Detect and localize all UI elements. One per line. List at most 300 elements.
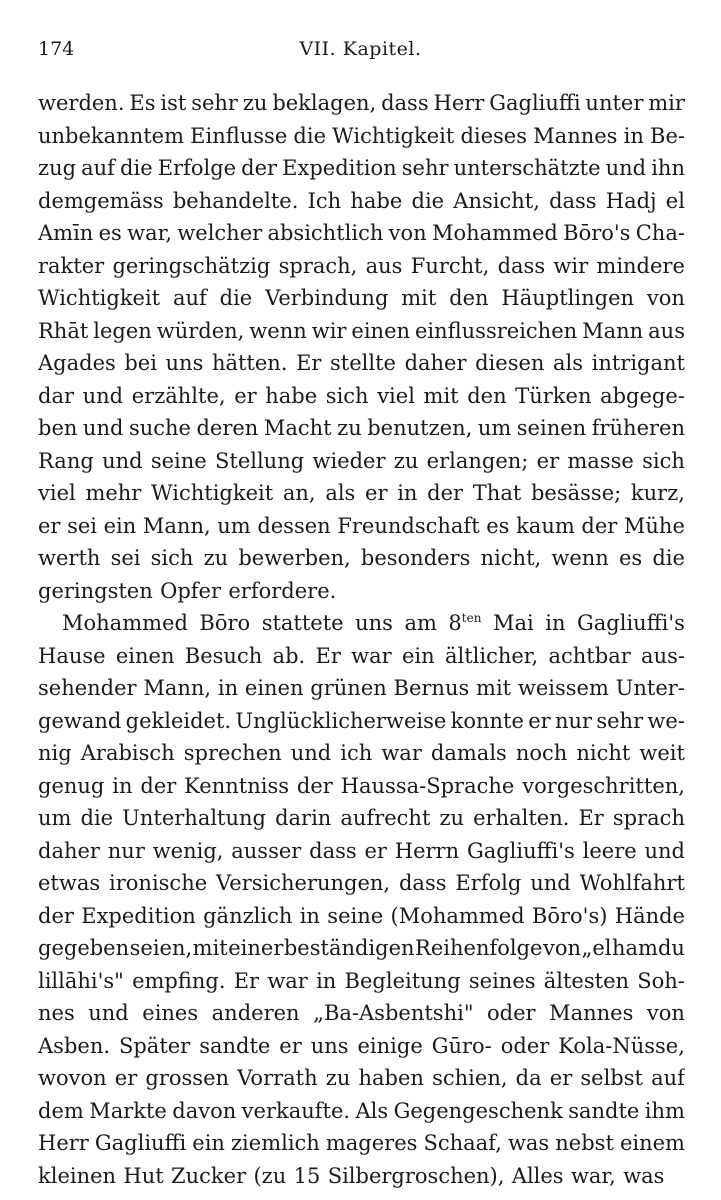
- word: dass: [309, 838, 357, 863]
- word: wir: [311, 318, 347, 343]
- word: einen: [115, 643, 175, 668]
- word: die: [80, 806, 114, 830]
- word: war: [381, 741, 422, 765]
- word: Wichtigkeit: [151, 481, 274, 505]
- word: Kola-Nüsse,: [558, 1033, 685, 1058]
- word: habe: [265, 383, 318, 408]
- word: ältesten: [543, 968, 630, 993]
- word: Expedition: [81, 903, 196, 928]
- word: dem: [38, 1098, 84, 1123]
- word: wenn: [551, 546, 609, 570]
- word: Furcht,: [410, 253, 490, 278]
- word: weissem: [517, 676, 609, 700]
- word: war: [267, 968, 308, 993]
- word: in: [217, 676, 239, 700]
- word: sei: [110, 546, 141, 570]
- word: masse: [567, 448, 634, 473]
- word: was: [623, 1163, 665, 1188]
- word: und: [644, 838, 685, 863]
- text-line: [38, 640, 685, 673]
- word: erfordere.: [228, 578, 337, 603]
- word: es: [486, 513, 510, 538]
- word: er: [365, 481, 388, 505]
- word: seien,: [129, 936, 193, 960]
- text-line: [38, 965, 685, 998]
- word: darin: [275, 806, 332, 830]
- word: uns: [355, 611, 393, 635]
- word: seine: [150, 448, 207, 473]
- text-line: [38, 1127, 685, 1160]
- word: sei: [67, 513, 97, 538]
- text-line: [38, 737, 685, 770]
- word: an,: [282, 481, 316, 505]
- word: Verbindung: [265, 286, 389, 310]
- word: unterschätzte: [453, 156, 601, 180]
- word: That: [472, 481, 522, 505]
- word: kleinen: [38, 1163, 117, 1188]
- word: Er: [296, 351, 322, 375]
- word: Herr: [433, 91, 485, 115]
- body-text: [38, 87, 685, 1192]
- text-line: [38, 607, 685, 640]
- word: auf: [651, 1066, 685, 1090]
- word: Begleitung: [344, 968, 461, 993]
- word: rakter: [38, 253, 105, 278]
- word: nes: [38, 1001, 75, 1025]
- word: hamdu: [612, 936, 685, 960]
- word: weit: [639, 741, 685, 765]
- word: legen: [93, 318, 152, 343]
- word: ironische: [109, 871, 208, 895]
- word: von: [542, 936, 581, 960]
- word: war: [351, 643, 392, 668]
- word: vorgeschritten,: [522, 773, 685, 798]
- word: auf: [172, 286, 207, 310]
- word: Bōro's: [563, 221, 631, 245]
- word: absichtlich: [267, 221, 384, 245]
- word: sich: [150, 546, 194, 570]
- word: kurz,: [630, 481, 685, 505]
- word: er: [114, 1066, 138, 1090]
- word: von: [646, 286, 685, 310]
- word: Mai: [492, 611, 534, 635]
- word: Hut: [123, 1163, 164, 1188]
- word: zu: [393, 448, 419, 473]
- word: zu: [242, 91, 268, 115]
- word: einen: [244, 676, 304, 700]
- word: Unterhaltung: [122, 806, 266, 830]
- word: um: [217, 513, 251, 538]
- text-line: [38, 1095, 685, 1128]
- word: würden,: [156, 318, 245, 343]
- word: behandelte.: [172, 188, 299, 213]
- word: seines: [468, 968, 536, 993]
- word: als: [553, 351, 584, 375]
- word: Häuptlingen: [501, 286, 635, 310]
- text-line: [38, 835, 685, 868]
- word: um: [477, 416, 512, 440]
- word: der: [427, 481, 464, 505]
- word: und: [102, 448, 143, 473]
- word: Besuch: [184, 643, 263, 668]
- word: schien,: [432, 1066, 508, 1090]
- word: geringschätzig: [112, 253, 271, 278]
- word: er: [234, 383, 257, 408]
- word: aufrecht: [340, 806, 431, 830]
- word: empfing.: [132, 968, 226, 993]
- word: grossen: [145, 1066, 230, 1090]
- word: $8^{ten}$: [448, 611, 482, 635]
- word: Expedition: [282, 156, 397, 180]
- word: und: [88, 1001, 129, 1025]
- word: zug: [38, 156, 77, 180]
- word: lillāhi's": [38, 968, 124, 993]
- word: wenn: [249, 318, 307, 343]
- word: in: [299, 903, 320, 928]
- word: Alles: [511, 1163, 564, 1188]
- word: beklagen,: [272, 91, 377, 115]
- word: sehr: [596, 708, 644, 733]
- word: zu: [203, 546, 229, 570]
- word: ist: [160, 91, 187, 115]
- word: Erfolg: [455, 871, 522, 895]
- word: selbst: [580, 1066, 643, 1090]
- word: davon: [172, 1098, 237, 1123]
- word: Gagliuffi: [94, 1131, 187, 1155]
- word: Bōro: [199, 611, 251, 635]
- word: zu: [439, 806, 465, 830]
- word: haben: [358, 1066, 424, 1090]
- word: mit: [401, 286, 437, 310]
- word: sprechen: [183, 741, 282, 765]
- word: Mannes: [549, 1001, 634, 1025]
- word: gänzlich: [203, 903, 293, 928]
- word: mir: [648, 91, 685, 115]
- text-line: [38, 575, 685, 608]
- word: Silbergroschen),: [327, 1163, 505, 1188]
- text-line: [38, 250, 685, 283]
- text-line: [38, 315, 685, 348]
- word: nig: [38, 741, 72, 765]
- word: Gagliuffi's: [466, 838, 575, 863]
- word: einem: [619, 1131, 685, 1155]
- word: Später: [118, 1033, 191, 1058]
- text-line: [38, 477, 685, 510]
- word: es: [618, 546, 643, 570]
- word: nicht,: [480, 546, 542, 570]
- word: und: [530, 871, 571, 895]
- word: Ansicht,: [453, 188, 540, 213]
- text-line: [38, 510, 685, 543]
- word: in: [316, 968, 337, 993]
- word: Cha-: [635, 221, 685, 245]
- word: benutzen,: [367, 416, 473, 440]
- word: stattete: [261, 611, 344, 635]
- word: mindere: [596, 253, 685, 278]
- word: viel: [377, 383, 415, 408]
- text-line: [38, 900, 685, 933]
- word: erhalten.: [473, 806, 570, 830]
- word: in: [397, 481, 418, 505]
- word: einflussreichen: [414, 318, 578, 343]
- word: werth: [38, 546, 101, 570]
- text-line: [38, 380, 685, 413]
- word: es: [98, 221, 122, 245]
- word: mageres: [325, 1131, 418, 1155]
- word: einige: [357, 1033, 423, 1058]
- word: (zu: [253, 1163, 287, 1188]
- text-line: [38, 412, 685, 445]
- word: anderen: [211, 1001, 300, 1025]
- word: daher: [404, 351, 467, 375]
- word: früheren: [591, 416, 685, 440]
- word: was: [507, 1131, 550, 1155]
- word: er: [38, 513, 61, 538]
- word: dessen: [257, 513, 331, 538]
- word: diesen: [475, 351, 545, 375]
- word: achtbar: [548, 643, 631, 668]
- word: mehr: [85, 481, 142, 505]
- word: Er: [315, 643, 341, 668]
- word: dass: [549, 188, 597, 213]
- word: bewerben,: [238, 546, 351, 570]
- word: dass: [497, 253, 546, 278]
- word: dass: [381, 91, 429, 115]
- word: Es: [129, 91, 156, 115]
- word: wieder: [312, 448, 386, 473]
- word: Er: [233, 968, 260, 993]
- word: daher: [38, 838, 100, 863]
- text-line: [38, 867, 685, 900]
- word: den: [467, 383, 507, 408]
- word: und: [82, 416, 124, 440]
- word: die: [652, 546, 685, 570]
- word: Ich: [307, 188, 342, 213]
- word: Gegengeschenk: [393, 1098, 563, 1123]
- text-line: [38, 120, 685, 153]
- word: um: [38, 806, 72, 830]
- word: sich: [642, 448, 685, 473]
- word: etwas: [38, 871, 101, 895]
- word: Versicherungen,: [216, 871, 391, 895]
- word: der: [581, 513, 618, 538]
- word: nur: [107, 838, 145, 863]
- word: die: [219, 286, 253, 310]
- word: erzählte,: [131, 383, 226, 408]
- text-line: [38, 282, 685, 315]
- word: aus: [648, 318, 685, 343]
- word: Mannes: [533, 123, 618, 148]
- word: gekleidet.: [125, 708, 232, 733]
- word: ein: [103, 513, 137, 538]
- word: „Ba-Asbentshi": [313, 1001, 474, 1025]
- word: Erfolge: [157, 156, 237, 180]
- word: die: [293, 123, 326, 148]
- word: ihn: [651, 156, 685, 180]
- word: oder: [500, 1033, 550, 1058]
- word: am: [404, 611, 437, 635]
- word: unter: [585, 91, 644, 115]
- word: sandte: [568, 1098, 640, 1123]
- text-line: [38, 152, 685, 185]
- word: Kenntniss: [184, 773, 290, 798]
- word: Er: [578, 806, 604, 830]
- word: Herrn: [394, 838, 460, 863]
- word: abgege-: [600, 383, 685, 408]
- word: Hause: [38, 643, 106, 668]
- word: Bōro's): [531, 903, 608, 928]
- word: suche: [128, 416, 191, 440]
- word: uns: [310, 1033, 349, 1058]
- word: von: [388, 221, 427, 245]
- word: Hände: [614, 903, 685, 928]
- text-line: [38, 1062, 685, 1095]
- word: verkaufte.: [241, 1098, 351, 1123]
- text-line: [38, 705, 685, 738]
- word: sich: [325, 383, 369, 408]
- word: Gagliuffi's: [577, 611, 685, 635]
- word: Mann,: [143, 676, 212, 700]
- word: Gagliuffi: [489, 91, 581, 115]
- word: Arabisch: [80, 741, 175, 765]
- word: Als: [355, 1098, 389, 1123]
- word: „el: [581, 936, 612, 960]
- page-header: [38, 38, 683, 68]
- word: zu: [337, 416, 362, 440]
- word: uns: [165, 351, 204, 375]
- word: Amīn: [38, 221, 94, 245]
- word: Haussa-Sprache: [340, 773, 515, 798]
- word: ziemlich: [230, 1131, 320, 1155]
- text-line: [38, 542, 685, 575]
- word: beständigen: [283, 936, 415, 960]
- word: ab.: [272, 643, 306, 668]
- word: werden.: [38, 91, 125, 115]
- page-number: 174: [38, 38, 75, 60]
- word: Reihenfolge: [415, 936, 543, 960]
- word: und: [290, 741, 332, 765]
- word: ihm: [644, 1098, 685, 1123]
- word: nur: [554, 708, 593, 733]
- word: leere: [582, 838, 637, 863]
- word: mit: [192, 936, 228, 960]
- word: (Mohammed: [390, 903, 525, 928]
- word: deren: [196, 416, 259, 440]
- word: als: [325, 481, 356, 505]
- word: habe: [350, 188, 403, 213]
- word: unbekanntem: [38, 123, 184, 148]
- word: sprach: [612, 806, 685, 830]
- word: dar: [38, 383, 75, 408]
- word: mit: [423, 383, 459, 408]
- text-line: [38, 347, 685, 380]
- word: seine: [327, 903, 384, 928]
- word: in: [545, 611, 566, 635]
- word: Soh-: [637, 968, 685, 993]
- word: wir: [553, 253, 589, 278]
- word: sandte: [199, 1033, 271, 1058]
- word: Freundschaft: [337, 513, 480, 538]
- word: intrigant: [591, 351, 685, 375]
- word: Zucker: [171, 1163, 247, 1188]
- word: Wichtigkeit: [38, 286, 161, 310]
- word: Be-: [650, 123, 685, 148]
- word: er: [549, 1066, 573, 1090]
- word: zu: [325, 1066, 351, 1090]
- word: er: [364, 838, 387, 863]
- word: in: [112, 773, 133, 798]
- word: Bernus: [393, 676, 470, 700]
- text-line: [38, 217, 685, 250]
- word: Asben.: [38, 1033, 111, 1058]
- word: wenig,: [152, 838, 224, 863]
- word: Unglücklicherweise: [235, 708, 447, 733]
- word: we-: [647, 708, 685, 733]
- word: bei: [124, 351, 157, 375]
- word: Markte: [89, 1098, 167, 1123]
- word: gewand: [38, 708, 122, 733]
- word: gegeben: [38, 936, 130, 960]
- word: da: [515, 1066, 542, 1090]
- text-line: [38, 1160, 685, 1193]
- word: aus: [365, 253, 403, 278]
- word: noch: [515, 741, 568, 765]
- word: die: [411, 188, 445, 213]
- word: sehr: [191, 91, 238, 115]
- word: ein: [192, 1131, 225, 1155]
- word: Mann: [582, 318, 644, 343]
- text-line: [38, 802, 685, 835]
- word: die: [120, 156, 153, 180]
- word: Vorrath: [237, 1066, 318, 1090]
- word: seinen: [516, 416, 587, 440]
- word: der: [140, 773, 177, 798]
- word: ältlicher,: [444, 643, 539, 668]
- word: genug: [38, 773, 105, 798]
- word: mit: [476, 676, 512, 700]
- word: ausser: [231, 838, 302, 863]
- word: kaum: [516, 513, 575, 538]
- word: Mohammed: [431, 221, 558, 245]
- word: besonders: [360, 546, 471, 570]
- word: wovon: [38, 1066, 107, 1090]
- word: Rhāt: [38, 318, 89, 343]
- word: stellte: [330, 351, 396, 375]
- word: den: [449, 286, 489, 310]
- word: Rang: [38, 448, 94, 473]
- word: Mann,: [142, 513, 211, 538]
- word: demgemäss: [38, 188, 164, 213]
- word: einen: [351, 318, 411, 343]
- word: grünen: [310, 676, 387, 700]
- word: war,: [570, 1163, 616, 1188]
- word: nicht: [576, 741, 631, 765]
- word: er: [536, 448, 560, 473]
- word: 15: [293, 1163, 321, 1188]
- word: sehr: [401, 156, 449, 180]
- word: oder: [487, 1001, 536, 1025]
- text-line: [38, 770, 685, 803]
- word: Mühe: [623, 513, 685, 538]
- word: Stellung: [215, 448, 305, 473]
- word: in: [623, 123, 644, 148]
- word: einer: [228, 936, 284, 960]
- word: sehender: [38, 676, 137, 700]
- word: Türken: [515, 383, 592, 408]
- word: aus-: [641, 643, 685, 668]
- word: Agades: [38, 351, 116, 375]
- word: er: [528, 708, 551, 733]
